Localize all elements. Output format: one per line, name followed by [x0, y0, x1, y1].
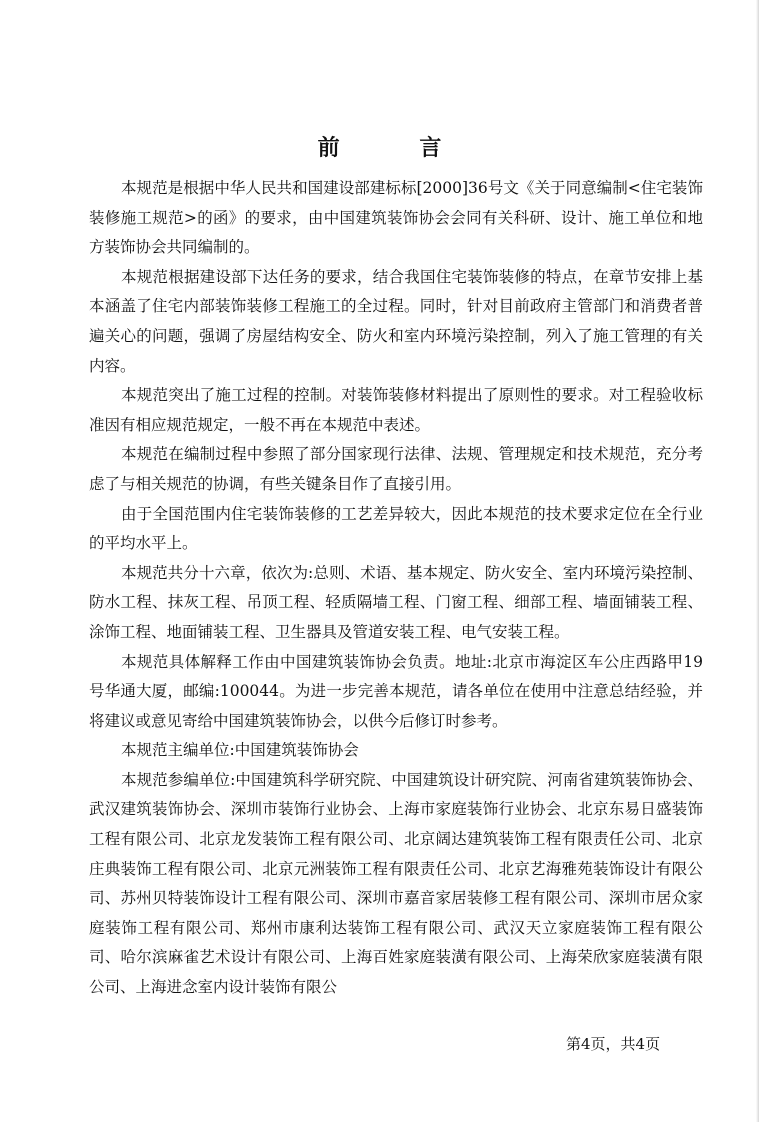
- paragraph-4: 本规范在编制过程中参照了部分国家现行法律、法规、管理规定和技术规范，充分考虑了与相关规范的协调，有些关键条目作了直接引用。: [89, 445, 703, 493]
- paragraph-8: 本规范主编单位:中国建筑装饰协会: [121, 741, 359, 760]
- paragraph-1: 本规范是根据中华人民共和国建设部建标标[2000]36号文《关于同意编制<住宅装饰装修施工规范>的函》的要求，由中国建筑装饰协会会同有关科研、设计、施工单位和地方装饰协会共同编制的。: [89, 179, 703, 257]
- paragraph-3: 本规范突出了施工过程的控制。对装饰装修材料提出了原则性的要求。对工程验收标准因有相应规范规定，一般不再在本规范中表述。: [89, 386, 703, 434]
- paragraph-5: 由于全国范围内住宅装饰装修的工艺差异较大，因此本规范的技术要求定位在全行业的平均水平上。: [89, 504, 703, 553]
- page-title: 前 言: [317, 135, 478, 161]
- page-number: 第4页，共4页: [566, 1035, 661, 1053]
- paragraph-9: 本规范参编单位:中国建筑科学研究院、中国建筑设计研究院、河南省建筑装饰协会、武汉建筑装饰协会、深圳市装饰行业协会、上海市家庭装饰行业协会、北京东易日盛装饰工程有限公司、北京龙发装饰工程有限公司、北京阔达建筑装饰工程有限责任公司、北京庄典装饰工程有限公司、北京元洲装饰工程有限责任公司、北京艺海雅苑装饰设计有限公司、苏州贝特装饰设计工程有限公司、深圳市嘉音家居装修工程有限公司、深圳市居众家庭装饰工程有限公司、郑州市康利达装饰工程有限公司、武汉天立家庭装饰工程有限公司、哈尔滨麻雀艺术设计有限公司、上海百姓家庭装潢有限公司、上海荣欣家庭装潢有限公司、上海进念室内设计装饰有限公: [89, 770, 703, 997]
- paragraph-2: 本规范根据建设部下达任务的要求，结合我国住宅装饰装修的特点，在章节安排上基本涵盖了住宅内部装饰装修工程施工的全过程。同时，针对目前政府主管部门和消费者普遍关心的问题，强调了房屋结构安全、防火和室内环境污染控制，列入了施工管理的有关内容。: [89, 267, 703, 375]
- document-body: [89, 174, 703, 1003]
- paragraph-7: 本规范具体解释工作由中国建筑装饰协会负责。地址:北京市海淀区车公庄西路甲19号华通大厦，邮编:100044。为进一步完善本规范，请各单位在使用中注意总结经验，并将建议或意见寄给中国建筑装饰协会，以供今后修订时参考。: [89, 652, 703, 730]
- paragraph-6: 本规范共分十六章，依次为:总则、术语、基本规定、防火安全、室内环境污染控制、防水工程、抹灰工程、吊顶工程、轻质隔墙工程、门窗工程、细部工程、墙面铺装工程、涂饰工程、地面铺装工程、卫生器具及管道安装工程、电气安装工程。: [89, 563, 703, 641]
